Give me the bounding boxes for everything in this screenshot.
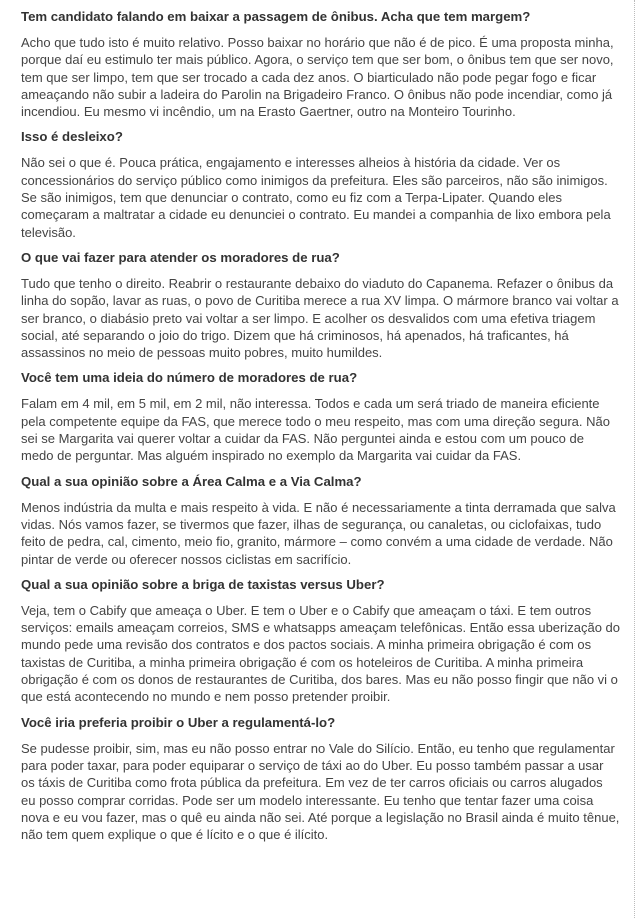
answer-paragraph: Falam em 4 mil, em 5 mil, em 2 mil, não interessa. Todos e cada um será triado de maneira eficiente pela competente equipe da FAS, que merece todo o meu respeito, mas com uma direção segura. Não sei se Margarita vai querer voltar a cuidar da FAS. Não perguntei ainda e estou com um pouco de medo de perguntar. Mas alguém inspirado no exemplo da Margarita vai cuidar da FAS.	[21, 396, 610, 464]
question-heading: O que vai fazer para atender os moradores de rua?	[21, 249, 340, 265]
qa-block	[21, 473, 620, 568]
qa-block	[21, 369, 620, 464]
qa-block	[21, 128, 620, 240]
answer-paragraph: Tudo que tenho o direito. Reabrir o restaurante debaixo do viaduto do Capanema. Refazer o ônibus da linha do sopão, lavar as ruas, o povo de Curitiba merece a rua XV limpa. O mármore branco vai voltar a ser branco, o diabásio preto vai voltar a ser limpo. E acolher os desvalidos com uma efetiva triagem social, até separando o joio do trigo. Dizem que há criminosos, há apenados, há traficantes, há assassinos no meio de pessoas muito pobres, muito humildes.	[21, 275, 619, 361]
answer-paragraph: Acho que tudo isto é muito relativo. Posso baixar no horário que não é de pico. É uma proposta minha, porque daí eu estimulo ter mais público. Agora, o serviço tem que ser bom, o ônibus tem que ser novo, tem que ser limpo, tem que ser trocado a cada dez anos. O biarticulado não pode pegar fogo e ficar ameaçando não subir a ladeira do Parolin na Brigadeiro Franco. O ônibus não pode incendiar, como já incendiou. Eu mesmo vi incêndio, um na Erasto Gaertner, outro na Monteiro Tourinho.	[21, 35, 614, 120]
question-heading: Você tem uma ideia do número de moradores de rua?	[21, 370, 358, 386]
question-heading: Qual a sua opinião sobre a briga de taxistas versus Uber?	[21, 576, 385, 592]
answer-paragraph: Menos indústria da multa e mais respeito à vida. E não é necessariamente a tinta derramada que salva vidas. Nós vamos fazer, se tivermos que fazer, ilhas de segurança, ou canaletas, ou ciclofaixas, tudo feito de pedra, cal, cimento, meio fio, granito, mármore – como convém a uma cidade de verdade. Não pintar de verde ou oferecer nossos ciclistas em sacrifício.	[21, 499, 616, 567]
question-heading: Isso é desleixo?	[21, 129, 123, 145]
question-heading: Você iria preferia proibir o Uber a regulamentá-lo?	[21, 714, 336, 730]
question-heading: Tem candidato falando em baixar a passagem de ônibus. Acha que tem margem?	[21, 9, 531, 24]
qa-block	[21, 8, 620, 120]
qa-block	[21, 249, 620, 361]
answer-paragraph: Veja, tem o Cabify que ameaça o Uber. E tem o Uber e o Cabify que ameaçam o táxi. E tem outros serviços: emails ameaçam correios, SMS e whatsapps ameaçam telefônicas. Então essa uberização do mundo pede uma revisão dos contratos e dos pactos sociais. A minha primeira obrigação é com os taxistas de Curitiba, a minha primeira obrigação é com os hoteleiros de Curitiba. A minha primeira obrigação é com os donos de restaurantes de Curitiba, dos bares. Mas eu não posso fingir que não vi o que está acontecendo no mundo e nem posso pretender proibir.	[21, 602, 621, 705]
answer-paragraph: Não sei o que é. Pouca prática, engajamento e interesses alheios à história da cidade. Ver os concessionários do serviço público como inimigos da prefeitura. Eles são parceiros, não são inimigos. Se são inimigos, tem que denunciar o contrato, como eu fiz com a Terpa-Lipater. Quando eles começaram a maltratar a cidade eu denunciei o contrato. Eu mandei a companhia de lixo embora pela televisão.	[21, 155, 611, 240]
answer-paragraph: Se pudesse proibir, sim, mas eu não posso entrar no Vale do Silício. Então, eu tenho que regulamentar para poder taxar, para poder equiparar o serviço de táxi ao do Uber. Eu posso também passar a usar os táxis de Curitiba como frota pública da prefeitura. Em vez de ter carros oficiais ou carros alugados eu posso comprar corridas. Pode ser um modelo interessante. Eu tenho que tentar fazer uma coisa nova e eu vou fazer, mas o quê eu ainda não sei. Até porque a legislação no Brasil ainda é muito tênue, não tem quem explique o que é lícito e o que é ilícito.	[21, 740, 620, 843]
qa-block	[21, 576, 620, 706]
qa-block	[21, 714, 620, 844]
column-divider	[634, 0, 635, 918]
question-heading: Qual a sua opinião sobre a Área Calma e a Via Calma?	[21, 473, 362, 489]
